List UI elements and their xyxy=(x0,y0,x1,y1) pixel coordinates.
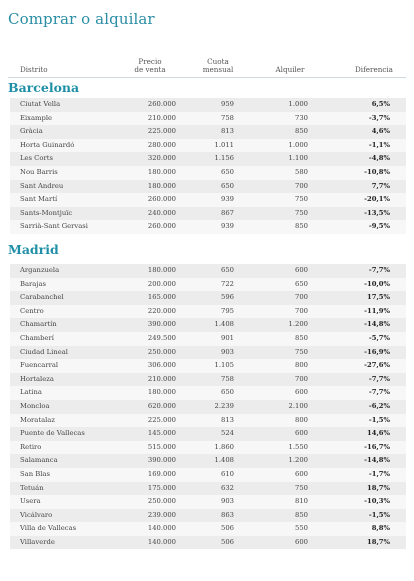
cuota-value: 1.408 xyxy=(214,320,234,329)
table-row xyxy=(10,207,406,221)
alquiler-value: 2.100 xyxy=(288,401,308,410)
alquiler-value: 700 xyxy=(295,306,308,315)
district-name: Eixample xyxy=(20,113,53,122)
barcelona-table xyxy=(10,98,406,234)
diferencia-value: 18,7% xyxy=(366,537,390,546)
district-name: Retiro xyxy=(20,442,42,451)
table-row xyxy=(10,166,406,180)
header-cuota-line2: mensual xyxy=(202,65,234,74)
price-value: 250.000 xyxy=(147,497,176,506)
table-row xyxy=(10,495,406,509)
table-row xyxy=(10,125,406,139)
cuota-value: 506 xyxy=(221,537,234,546)
madrid-table xyxy=(10,264,406,549)
price-value: 180.000 xyxy=(147,388,176,397)
diferencia-value: -1,7% xyxy=(368,469,390,478)
cuota-value: 650 xyxy=(221,266,234,274)
table-row xyxy=(10,482,406,496)
district-name: San Blas xyxy=(20,469,50,478)
cuota-value: 863 xyxy=(221,510,234,519)
diferencia-value: -6,2% xyxy=(368,401,390,410)
diferencia-value: 14,6% xyxy=(366,429,390,438)
district-name: Moratalaz xyxy=(20,415,55,424)
district-name: Ciudad Lineal xyxy=(20,347,68,356)
cuota-value: 524 xyxy=(221,429,234,438)
district-name: Sant Martí xyxy=(20,195,58,204)
header-cuota-line1: Cuota xyxy=(207,57,229,66)
price-value: 260.000 xyxy=(147,195,176,204)
table-row xyxy=(10,139,406,153)
diferencia-value: -20,1% xyxy=(364,195,390,204)
alquiler-value: 700 xyxy=(295,374,308,383)
header-price-line2: de venta xyxy=(134,65,166,74)
cuota-value: 867 xyxy=(221,208,234,217)
table-row xyxy=(10,373,406,387)
price-value: 210.000 xyxy=(147,374,176,383)
price-value: 165.000 xyxy=(147,293,176,302)
diferencia-value: 17,5% xyxy=(366,293,390,302)
diferencia-value: -10,8% xyxy=(364,167,390,176)
table-row xyxy=(10,427,406,441)
diferencia-value: -3,7% xyxy=(368,113,390,122)
table-row xyxy=(10,152,406,166)
price-value: 240.000 xyxy=(147,208,176,217)
price-value: 180.000 xyxy=(147,181,176,190)
cuota-value: 758 xyxy=(221,374,234,383)
district-name: Carabanchel xyxy=(20,293,64,302)
district-name: Latina xyxy=(20,388,42,397)
district-name: Hortaleza xyxy=(20,374,54,383)
alquiler-value: 580 xyxy=(295,167,308,176)
cuota-value: 1.408 xyxy=(214,456,234,465)
district-name: Ciutat Vella xyxy=(20,100,61,108)
alquiler-value: 810 xyxy=(295,497,308,506)
cuota-value: 1.105 xyxy=(214,361,234,370)
diferencia-value: -13,5% xyxy=(364,208,390,217)
alquiler-value: 800 xyxy=(295,361,308,370)
district-name: Usera xyxy=(20,497,41,506)
table-row xyxy=(10,278,406,292)
diferencia-value: -14,8% xyxy=(364,456,390,465)
cuota-value: 596 xyxy=(221,293,234,302)
section-title-barcelona: Barcelona xyxy=(8,80,80,95)
diferencia-value: -5,7% xyxy=(368,333,390,342)
alquiler-value: 750 xyxy=(295,195,308,204)
alquiler-value: 850 xyxy=(295,222,308,231)
district-name: Chamberí xyxy=(20,333,54,342)
district-name: Salamanca xyxy=(20,456,58,465)
diferencia-value: 7,7% xyxy=(371,181,390,190)
cuota-value: 610 xyxy=(221,469,234,478)
section-title-madrid: Madrid xyxy=(8,242,59,257)
table-row xyxy=(10,414,406,428)
table-row xyxy=(10,332,406,346)
district-name: Gràcia xyxy=(20,127,43,136)
diferencia-value: 6,5% xyxy=(371,100,390,108)
price-value: 169.000 xyxy=(147,469,176,478)
table-row xyxy=(10,305,406,319)
price-value: 260.000 xyxy=(147,222,176,231)
alquiler-value: 730 xyxy=(295,113,308,122)
district-name: Puente de Vallecas xyxy=(20,429,85,438)
alquiler-value: 600 xyxy=(295,537,308,546)
cuota-value: 1.156 xyxy=(214,154,234,163)
alquiler-value: 850 xyxy=(295,127,308,136)
diferencia-value: -10,3% xyxy=(364,497,390,506)
header-divider xyxy=(8,77,406,78)
price-value: 210.000 xyxy=(147,113,176,122)
header-diferencia: Diferencia xyxy=(355,65,393,74)
cuota-value: 795 xyxy=(221,306,234,315)
table-header xyxy=(0,48,414,74)
alquiler-value: 1.200 xyxy=(288,320,308,329)
alquiler-value: 1.000 xyxy=(288,100,308,108)
price-value: 250.000 xyxy=(147,347,176,356)
price-value: 620.000 xyxy=(147,401,176,410)
diferencia-value: 18,7% xyxy=(366,483,390,492)
table-row xyxy=(10,98,406,112)
alquiler-value: 700 xyxy=(295,293,308,302)
cuota-value: 2.239 xyxy=(214,401,234,410)
cuota-value: 903 xyxy=(221,347,234,356)
cuota-value: 722 xyxy=(221,279,234,288)
price-value: 515.000 xyxy=(147,442,176,451)
cuota-value: 758 xyxy=(221,113,234,122)
diferencia-value: -4,8% xyxy=(368,154,390,163)
table-row xyxy=(10,291,406,305)
alquiler-value: 750 xyxy=(295,347,308,356)
price-value: 320.000 xyxy=(147,154,176,163)
price-value: 260.000 xyxy=(147,100,176,108)
table-row xyxy=(10,346,406,360)
price-value: 180.000 xyxy=(147,167,176,176)
diferencia-value: 8,8% xyxy=(371,524,390,533)
cuota-value: 1.011 xyxy=(214,140,234,149)
price-value: 140.000 xyxy=(147,524,176,533)
price-value: 249.500 xyxy=(147,333,176,342)
cuota-value: 939 xyxy=(221,195,234,204)
diferencia-value: -9,5% xyxy=(368,222,390,231)
price-value: 175.000 xyxy=(147,483,176,492)
table-row xyxy=(10,400,406,414)
page-title: Comprar o alquilar xyxy=(8,10,155,28)
cuota-value: 650 xyxy=(221,167,234,176)
table-row xyxy=(10,522,406,536)
diferencia-value: -14,8% xyxy=(364,320,390,329)
table-row xyxy=(10,180,406,194)
diferencia-value: -1,5% xyxy=(368,415,390,424)
cuota-value: 901 xyxy=(221,333,234,342)
price-value: 225.000 xyxy=(147,127,176,136)
district-name: Vicálvaro xyxy=(20,510,53,519)
alquiler-value: 600 xyxy=(295,429,308,438)
cuota-value: 959 xyxy=(221,100,234,108)
alquiler-value: 1.000 xyxy=(288,140,308,149)
price-value: 239.000 xyxy=(147,510,176,519)
district-name: Sants-Montjuïc xyxy=(20,208,73,217)
header-cuota xyxy=(196,58,240,74)
diferencia-value: 4,6% xyxy=(371,127,390,136)
district-name: Villaverde xyxy=(20,537,55,546)
price-value: 200.000 xyxy=(147,279,176,288)
cuota-value: 1.860 xyxy=(214,442,234,451)
price-value: 390.000 xyxy=(147,320,176,329)
district-name: Tetuán xyxy=(20,483,44,492)
table-row xyxy=(10,220,406,234)
table-row xyxy=(10,193,406,207)
alquiler-value: 800 xyxy=(295,415,308,424)
price-value: 180.000 xyxy=(147,266,176,274)
alquiler-value: 850 xyxy=(295,510,308,519)
table-row xyxy=(10,386,406,400)
alquiler-value: 850 xyxy=(295,333,308,342)
header-price xyxy=(128,58,172,74)
district-name: Sant Andreu xyxy=(20,181,64,190)
diferencia-value: -10,0% xyxy=(364,279,390,288)
district-name: Les Corts xyxy=(20,154,53,163)
alquiler-value: 1.550 xyxy=(288,442,308,451)
district-name: Moncloa xyxy=(20,401,50,410)
price-value: 140.000 xyxy=(147,537,176,546)
diferencia-value: -1,1% xyxy=(368,140,390,149)
price-value: 220.000 xyxy=(147,306,176,315)
price-value: 145.000 xyxy=(147,429,176,438)
header-alquiler: Alquiler xyxy=(275,65,305,74)
cuota-value: 650 xyxy=(221,181,234,190)
diferencia-value: -7,7% xyxy=(368,374,390,383)
price-value: 225.000 xyxy=(147,415,176,424)
price-value: 390.000 xyxy=(147,456,176,465)
table-row xyxy=(10,454,406,468)
diferencia-value: -16,9% xyxy=(364,347,390,356)
diferencia-value: -7,7% xyxy=(368,388,390,397)
alquiler-value: 600 xyxy=(295,388,308,397)
alquiler-value: 600 xyxy=(295,469,308,478)
cuota-value: 506 xyxy=(221,524,234,533)
alquiler-value: 600 xyxy=(295,266,308,274)
alquiler-value: 700 xyxy=(295,181,308,190)
table-row xyxy=(10,536,406,550)
district-name: Arganzuela xyxy=(20,266,60,274)
table-row xyxy=(10,264,406,278)
table-row xyxy=(10,359,406,373)
table-row xyxy=(10,468,406,482)
district-name: Centro xyxy=(20,306,44,315)
district-name: Fuencarral xyxy=(20,361,59,370)
cuota-value: 813 xyxy=(221,127,234,136)
district-name: Horta Guinardó xyxy=(20,140,75,149)
district-name: Barajas xyxy=(20,279,46,288)
district-name: Sarrià-Sant Gervasi xyxy=(20,222,88,231)
table-row xyxy=(10,509,406,523)
cuota-value: 903 xyxy=(221,497,234,506)
diferencia-value: -16,7% xyxy=(364,442,390,451)
diferencia-value: -11,9% xyxy=(364,306,390,315)
cuota-value: 650 xyxy=(221,388,234,397)
alquiler-value: 1.100 xyxy=(288,154,308,163)
district-name: Villa de Vallecas xyxy=(20,524,77,533)
price-value: 306.000 xyxy=(147,361,176,370)
cuota-value: 632 xyxy=(221,483,234,492)
cuota-value: 939 xyxy=(221,222,234,231)
table-row xyxy=(10,112,406,126)
price-value: 280.000 xyxy=(147,140,176,149)
diferencia-value: -27,6% xyxy=(364,361,390,370)
alquiler-value: 750 xyxy=(295,208,308,217)
alquiler-value: 550 xyxy=(295,524,308,533)
district-name: Nou Barris xyxy=(20,167,58,176)
cuota-value: 813 xyxy=(221,415,234,424)
table-row xyxy=(10,441,406,455)
alquiler-value: 650 xyxy=(295,279,308,288)
alquiler-value: 750 xyxy=(295,483,308,492)
header-price-line1: Precio xyxy=(138,57,162,66)
district-name: Chamartín xyxy=(20,320,57,329)
table-row xyxy=(10,318,406,332)
header-district: Distrito xyxy=(20,65,48,74)
diferencia-value: -7,7% xyxy=(368,266,390,274)
alquiler-value: 1.200 xyxy=(288,456,308,465)
diferencia-value: -1,5% xyxy=(368,510,390,519)
